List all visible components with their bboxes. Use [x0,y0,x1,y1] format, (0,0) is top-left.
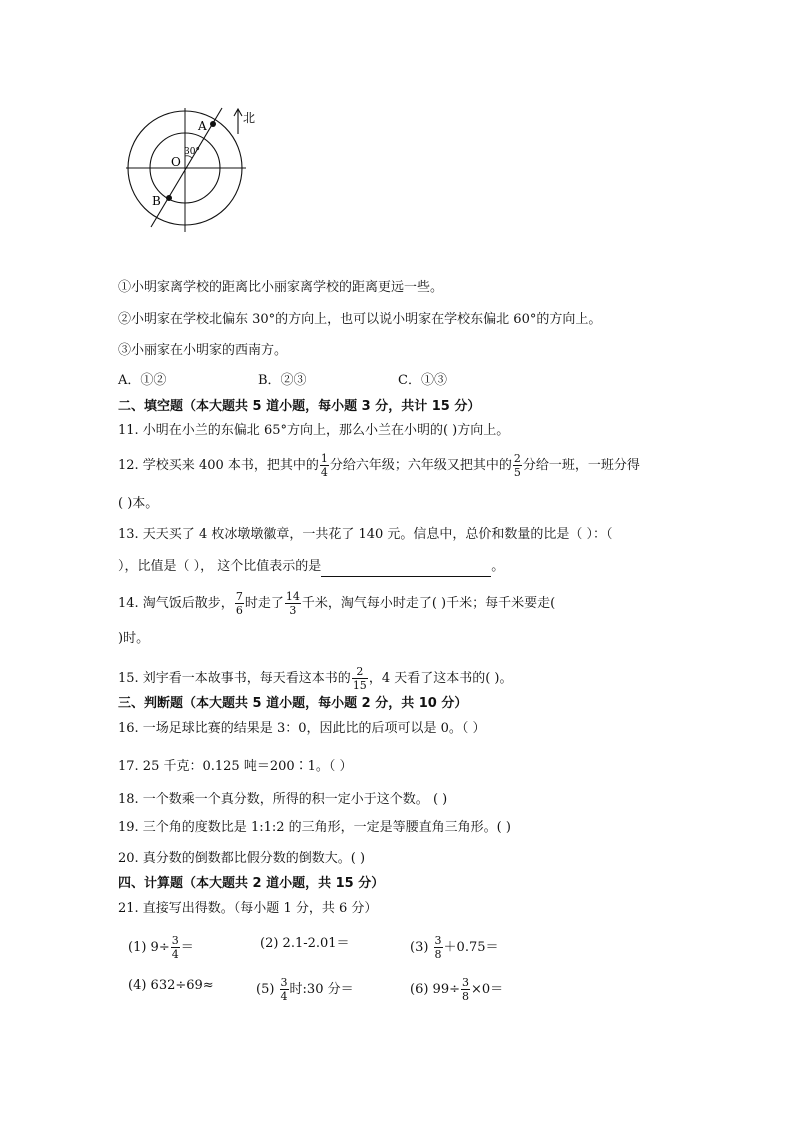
q12-fraction-1-den: 4 [320,466,328,479]
calc-5-suffix: 时:30 分＝ [289,982,354,997]
q12-text-2: 分给六年级；六年级又把其中的 [329,458,512,473]
section-4-title: 四、计算题（本大题共 2 道小题，共 15 分） [118,876,385,891]
calc-4: (4) 632÷69≈ [128,978,214,993]
q12-fraction-2 [513,452,522,479]
q13-text-a: ），比值是（ ）， 这个比值表示的是 [118,559,322,574]
statement-1: ①小明家离学校的距离比小丽家离学校的距离更远一些。 [118,280,444,295]
section-3-title: 三、判断题（本大题共 5 道小题，每小题 2 分，共 10 分） [118,696,468,711]
question-18: 18. 一个数乘一个真分数，所得的积一定小于这个数。 ( ) [118,792,448,807]
q12-fraction-2-num: 2 [513,452,521,465]
q14-text-1: 14. 淘气饭后散步， [118,596,234,611]
label-north: 北 [243,111,256,125]
q12-text-1: 12. 学校买来 400 本书，把其中的 [118,458,319,473]
calc-1-suffix: ＝ [180,940,194,955]
calc-1-den: 4 [171,948,179,961]
calc-3-num: 3 [434,934,442,947]
calc-1-fraction [171,934,180,961]
q15-fraction [352,665,368,692]
question-16: 16. 一场足球比赛的结果是 3：0，因此比的后项可以是 0。（ ） [118,721,486,736]
point-b [166,195,172,201]
calc-6-den: 8 [461,990,469,1003]
calc-3-den: 8 [434,948,442,961]
question-14-line-2: )时。 [118,631,150,646]
question-21-title: 21. 直接写出得数。（每小题 1 分，共 6 分） [118,901,378,916]
q15-fraction-num: 2 [352,665,368,679]
question-12-line-2: ( )本。 [118,496,159,511]
calc-5-prefix: (5) [256,982,279,997]
question-15 [118,665,513,692]
section-2-title: 二、填空题（本大题共 5 道小题，每小题 3 分，共计 15 分） [118,399,481,414]
question-12-line-1 [118,452,640,479]
calc-6-num: 3 [461,976,469,989]
label-o: O [171,155,181,169]
q15-text-1: 15. 刘宇看一本故事书，每天看这本书的 [118,671,351,686]
question-19: 19. 三个角的度数比是 1:1:2 的三角形，一定是等腰直角三角形。( ) [118,820,511,835]
calc-1-prefix: (1) 9÷ [128,940,170,955]
q14-fraction-2-num: 14 [285,590,300,603]
calc-2: (2) 2.1-2.01＝ [260,936,350,951]
point-a [210,121,216,127]
option-c: C．①③ [398,373,447,388]
calc-6-fraction [461,976,470,1003]
statement-3: ③小丽家在小明家的西南方。 [118,343,288,358]
q14-fraction-1-den: 6 [235,604,243,617]
q15-text-2: ，4 天看了这本书的( )。 [368,671,513,686]
q14-fraction-1-num: 7 [235,590,243,603]
calc-5-fraction [280,976,289,1003]
q12-fraction-2-den: 5 [513,466,521,479]
calc-3-prefix: (3) [410,940,433,955]
q14-fraction-1 [235,590,244,617]
question-11: 11. 小明在小兰的东偏北 65°方向上，那么小兰在小明的( )方向上。 [118,423,510,438]
statement-2: ②小明家在学校北偏东 30°的方向上，也可以说小明家在学校东偏北 60°的方向上。 [118,312,602,327]
q14-text-3: 千米，淘气每小时走了( )千米；每千米要走( [301,596,556,611]
q12-fraction-1-num: 1 [320,452,328,465]
calc-3-fraction [434,934,443,961]
question-20: 20. 真分数的倒数都比假分数的倒数大。( ) [118,851,366,866]
label-b: B [152,194,161,208]
label-angle: 30° [184,147,200,157]
q14-fraction-2 [285,590,301,617]
calc-1-num: 3 [171,934,179,947]
calc-6 [410,976,503,1003]
calc-5 [256,976,354,1003]
option-b: B．②③ [258,373,307,388]
question-17: 17. 25 千克：0.125 吨＝200∶1。（ ） [118,759,353,774]
q12-text-3: 分给一班，一班分得 [522,458,640,473]
question-13-line-1: 13. 天天买了 4 枚冰墩墩徽章，一共花了 140 元。信息中，总价和数量的比是（ ）：（ [118,527,613,542]
q13-answer-blank [321,562,491,577]
q14-text-2: 时走了 [244,596,284,611]
q15-fraction-den: 15 [352,679,367,692]
question-13-line-2 [118,557,504,577]
q13-text-b: 。 [491,559,505,574]
option-a: A．①② [118,373,167,388]
q12-fraction-1 [320,452,329,479]
compass-diagram [118,100,278,250]
calc-6-suffix: ×0＝ [470,982,504,997]
label-a: A [198,119,207,133]
calc-1 [128,934,194,961]
calc-3 [410,934,499,961]
calc-5-den: 4 [280,990,288,1003]
calc-6-prefix: (6) 99÷ [410,982,460,997]
q14-fraction-2-den: 3 [289,604,297,617]
calc-5-num: 3 [280,976,288,989]
calc-3-suffix: ＋0.75＝ [443,940,499,955]
question-14-line-1 [118,590,555,617]
